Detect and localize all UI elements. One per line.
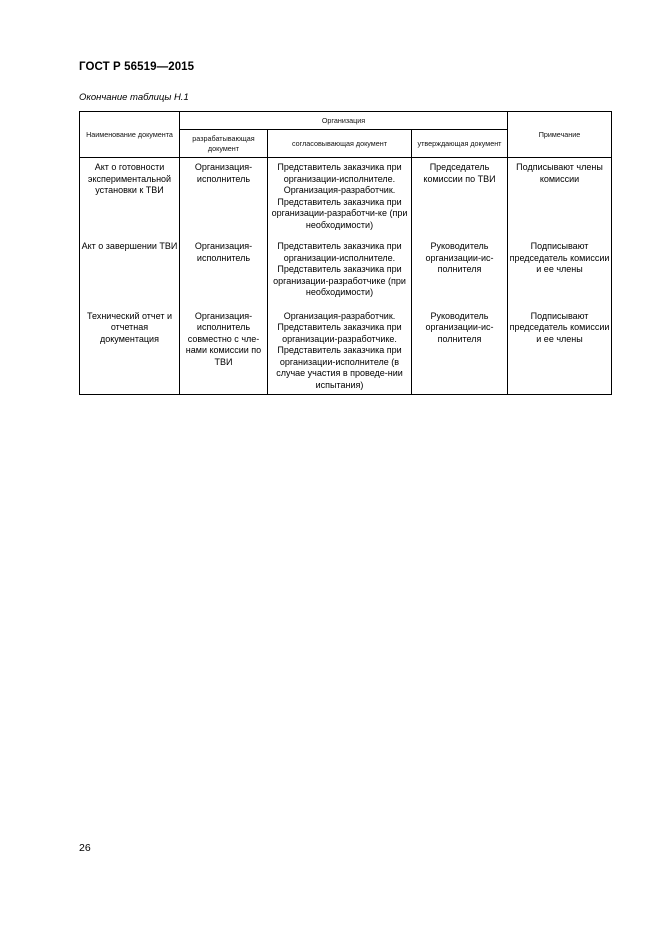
document-code: ГОСТ Р 56519—2015 — [79, 61, 195, 73]
document-table — [79, 111, 612, 395]
cell-developing: Организация-исполнитель — [180, 239, 268, 309]
cell-approving: Руководитель организации-ис-полнителя — [412, 239, 508, 309]
cell-note: Подписывают председатель комиссии и ее члены — [508, 239, 612, 309]
cell-agreeing: Представитель заказчика при организации-исполнителе. Представитель заказчика при организации-разработчике (при необходимости) — [268, 239, 412, 309]
cell-agreeing: Представитель заказчика при организации-исполнителе. Организация-разработчик. Представитель заказчика при организации-разработчи-ке (при необходимости) — [268, 158, 412, 240]
cell-doc: Акт о готовности экспериментальной установки к ТВИ — [80, 158, 180, 240]
cell-agreeing: Организация-разработчик. Представитель заказчика при организации-разработчике. Представитель заказчика при организации-исполнителе (в случае участия в проведе-нии испытания) — [268, 309, 412, 395]
header-note: Примечание — [508, 112, 612, 158]
cell-approving: Председатель комиссии по ТВИ — [412, 158, 508, 240]
cell-doc: Акт о завершении ТВИ — [80, 239, 180, 309]
table-row — [80, 309, 612, 395]
cell-doc: Технический отчет и отчетная документация — [80, 309, 180, 395]
table-row — [80, 239, 612, 309]
table-row — [80, 158, 612, 240]
cell-developing: Организация-исполнитель совместно с чле-нами комиссии по ТВИ — [180, 309, 268, 395]
header-approving: утверждающая документ — [412, 130, 508, 158]
header-organization: Организация — [180, 112, 508, 130]
cell-approving: Руководитель организации-ис-полнителя — [412, 309, 508, 395]
header-developing: разрабатывающая документ — [180, 130, 268, 158]
table-caption: Окончание таблицы Н.1 — [79, 92, 189, 103]
cell-note: Подписывают члены комиссии — [508, 158, 612, 240]
cell-developing: Организация-исполнитель — [180, 158, 268, 240]
cell-note: Подписывают председатель комиссии и ее члены — [508, 309, 612, 395]
header-agreeing: согласовывающая документ — [268, 130, 412, 158]
header-doc-name: Наименование документа — [80, 112, 180, 158]
page-number: 26 — [79, 842, 91, 854]
